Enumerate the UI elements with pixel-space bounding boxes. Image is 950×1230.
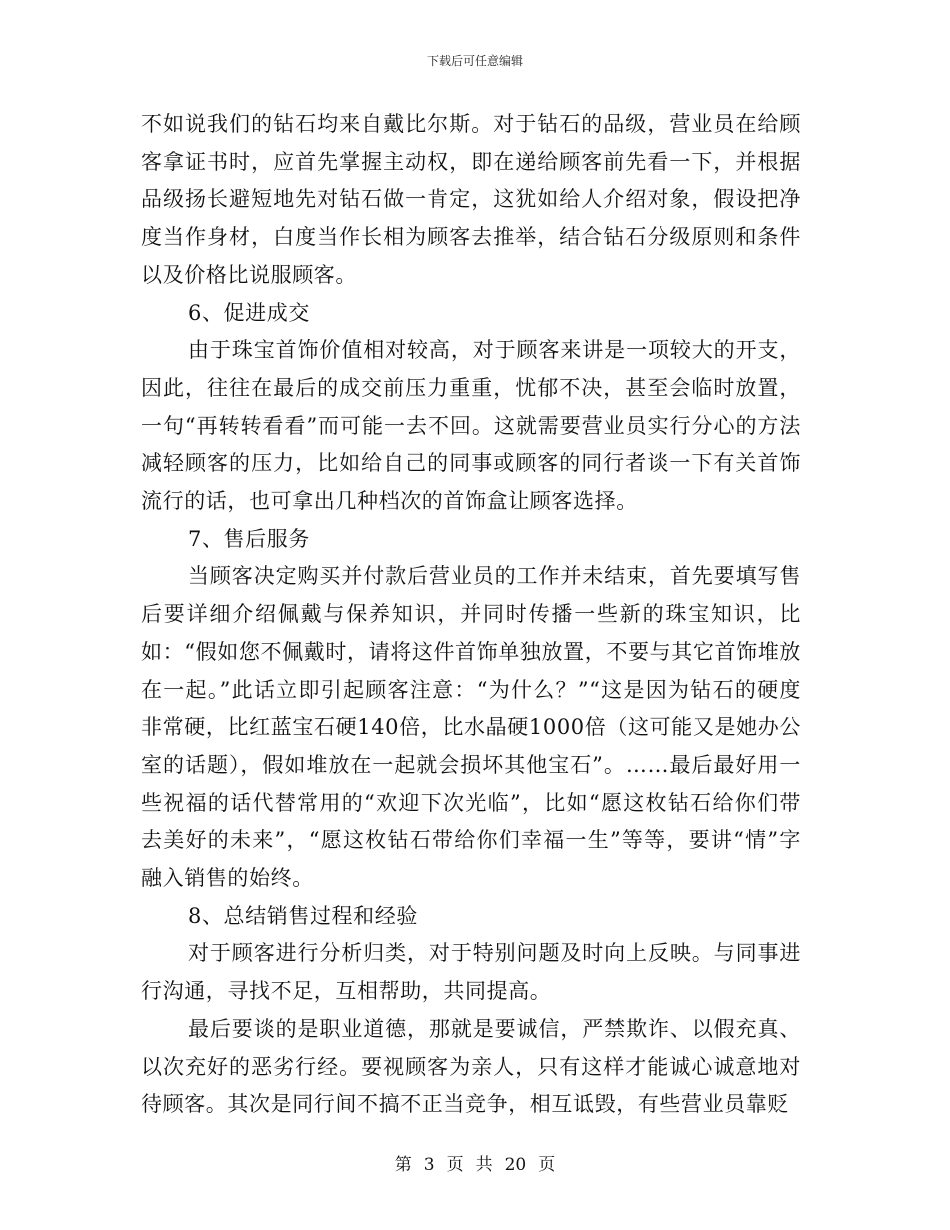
- paragraph-after-sales: 当顾客决定购买并付款后营业员的工作并未结束，首先要填写售后要详细介绍佩戴与保养知识，并同时传播一些新的珠宝知识，比如：“假如您不佩戴时，请将这件首饰单独放置，不要与其它首饰堆放在一起。”此话立即引起顾客注意：“为什么？”“这是因为钻石的硬度非常硬，比红蓝宝石硬140倍，比水晶硬1000倍（这可能又是她办公室的话题），假如堆放在一起就会损坏其他宝石”。……最后最好用一些祝福的话代替常用的“欢迎下次光临”，比如“愿这枚钻石给你们带去美好的未来”，“愿这枚钻石带给你们幸福一生”等等，要讲“情”字融入销售的始终。: [141, 564, 801, 891]
- page-header: [0, 53, 950, 69]
- section-heading-7: 7、售后服务: [188, 526, 310, 551]
- paragraph-ethics: 最后要谈的是职业道德，那就是要诚信，严禁欺诈、以假充真、以次充好的恶劣行经。要视顾客为亲人，只有这样才能诚心诚意地对待顾客。其次是同行间不搞不正当竞争，相互诋毁，有些营业员靠贬: [141, 1016, 801, 1117]
- footer-current-page: 3: [423, 1155, 435, 1175]
- paragraph-continuation: 不如说我们的钻石均来自戴比尔斯。对于钻石的品级，营业员在给顾客拿证书时，应首先掌握主动权，即在递给顾客前先看一下，并根据品级扬长避短地先对钻石做一肯定，这犹如给人介绍对象，假设把净度当作身材，白度当作长相为顾客去推举，结合钻石分级原则和条件以及价格比说服顾客。: [141, 112, 801, 287]
- paragraph-summary: 对于顾客进行分析归类，对于特别问题及时向上反映。与同事进行沟通，寻找不足，互相帮助，共同提高。: [141, 941, 801, 1004]
- footer-label-total: 共: [475, 1155, 493, 1175]
- section-heading-8: 8、总结销售过程和经验: [188, 903, 418, 928]
- footer-label-page-unit: 页: [446, 1155, 464, 1175]
- paragraph-closing-deal: 由于珠宝首饰价值相对较高，对于顾客来讲是一项较大的开支，因此，往往在最后的成交前压力重重，忧郁不决，甚至会临时放置，一句“再转转看看”而可能一去不回。这就需要营业员实行分心的方法减轻顾客的压力，比如给自己的同事或顾客的同行者谈一下有关首饰流行的话，也可拿出几种档次的首饰盒让顾客选择。: [141, 338, 801, 514]
- document-body: [141, 106, 801, 1124]
- footer-total-pages: 20: [504, 1155, 527, 1175]
- header-text: 下载后可任意编辑: [426, 54, 523, 68]
- footer-label-page: 第: [394, 1155, 412, 1175]
- footer-label-total-unit: 页: [538, 1155, 556, 1175]
- section-heading-6: 6、促进成交: [188, 300, 310, 325]
- page-footer: [0, 1154, 950, 1176]
